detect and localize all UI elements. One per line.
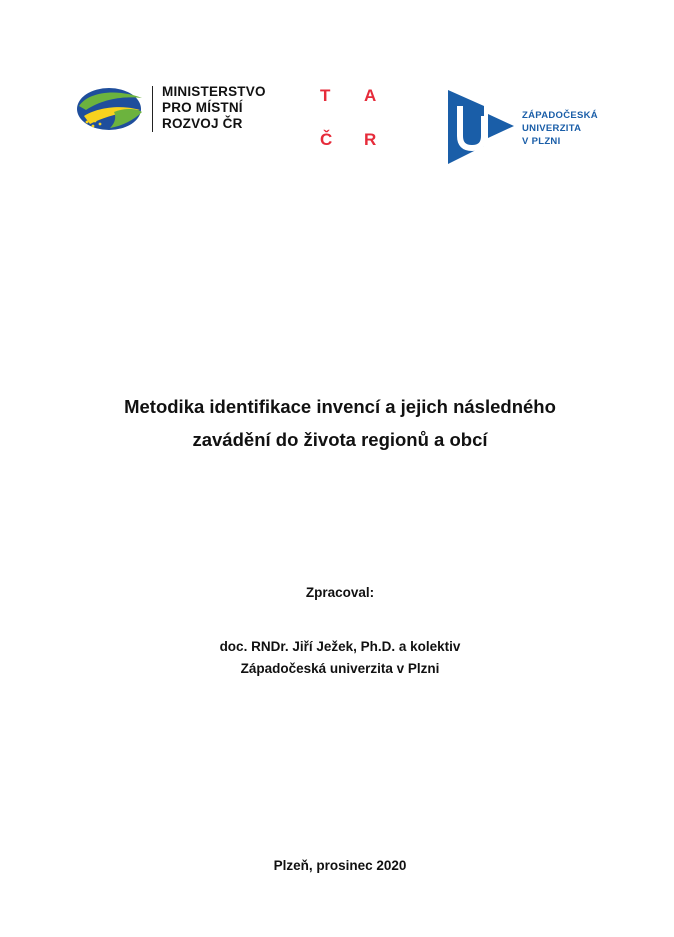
tacr-letter: A (364, 86, 377, 105)
university-name-line: UNIVERZITA (522, 123, 582, 134)
prepared-by-label: Zpracoval: (305, 585, 375, 600)
ministry-emblem-logo (76, 86, 146, 132)
document-title (40, 390, 640, 456)
document-title-line: zavádění do života regionů a obcí (192, 429, 488, 450)
document-title-line: Metodika identifikace invencí a jejich následného (124, 396, 556, 417)
university-name-line: ZÁPADOČESKÁ (522, 110, 598, 121)
tacr-letter: T (320, 86, 331, 105)
author-institution: Západočeská univerzita v Plzni (240, 661, 440, 676)
ministry-name-line: MINISTERSTVO (162, 84, 266, 99)
tacr-letter: Č (320, 130, 333, 149)
ministry-name-line: PRO MÍSTNÍ (162, 100, 243, 115)
university-name-line: V PLZNI (522, 136, 561, 147)
tacr-letter: R (364, 130, 377, 149)
university-name (522, 109, 598, 148)
ministry-name-line: ROZVOJ ČR (162, 116, 243, 131)
tacr-logo (316, 86, 388, 156)
ministry-divider (152, 86, 153, 132)
university-emblem-logo (448, 90, 514, 164)
place-and-date: Plzeň, prosinec 2020 (273, 858, 407, 873)
author-name: doc. RNDr. Jiří Ježek, Ph.D. a kolektiv (219, 639, 461, 654)
authors-block (40, 636, 640, 680)
ministry-name (162, 84, 266, 132)
